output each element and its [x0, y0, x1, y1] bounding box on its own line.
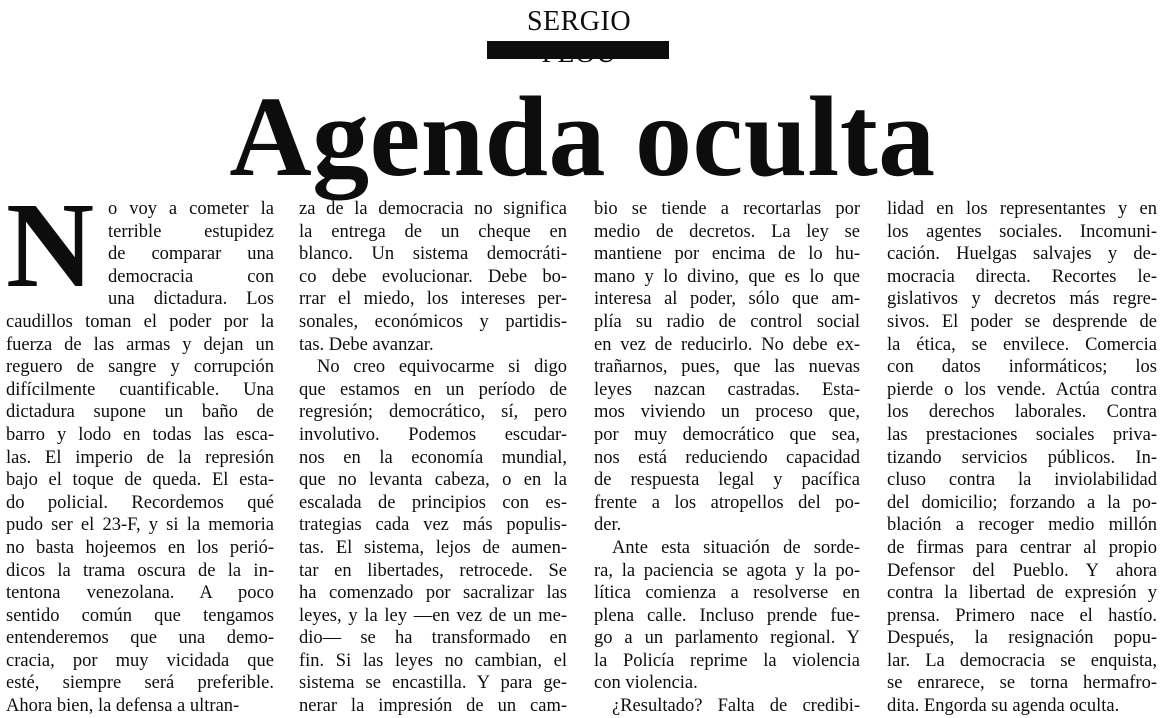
- text-line: reguero de sangre y corrupción: [6, 357, 274, 378]
- text-line: Ante esta situación de sorde-: [612, 537, 860, 558]
- text-line: mocracia directa. Recortes le-: [887, 266, 1157, 287]
- text-line: lidad en los representantes y en: [887, 199, 1157, 219]
- text-line: se enrarece, se torna hermafro-: [887, 673, 1157, 694]
- text-line: las prestaciones sociales priva-: [887, 424, 1157, 445]
- text-line: der.: [594, 515, 622, 536]
- text-line: trañarnos, pues, que las nuevas: [594, 357, 860, 378]
- text-line: za de la democracia no significa: [299, 199, 567, 219]
- text-line: mano y lo divino, que es lo que: [594, 266, 860, 287]
- text-line: leyes, y la ley —en vez de un me-: [299, 605, 567, 626]
- text-line: terrible estupidez: [108, 221, 274, 242]
- text-line: una dictadura. Los: [108, 289, 274, 310]
- text-line: mos viviendo un proceso que,: [594, 402, 860, 423]
- text-line: dicos la trama oscura de la in-: [6, 560, 274, 581]
- text-line: prensa. Primero nace el hastío.: [887, 605, 1157, 626]
- text-line: cación. Huelgas salvajes y de-: [887, 244, 1157, 265]
- text-line: tizando servicios públicos. In-: [887, 447, 1157, 468]
- text-line: plena calle. Incluso prende fue-: [594, 605, 860, 626]
- text-line: democracia con: [108, 266, 274, 287]
- text-line: los agentes sociales. Incomuni-: [887, 221, 1157, 242]
- text-line: No creo equivocarme si digo: [317, 357, 567, 378]
- text-line: las. El imperio de la represión: [6, 447, 274, 468]
- column-2: [299, 198, 567, 718]
- text-line: sistema se encastilla. Y para ge-: [299, 673, 567, 694]
- text-line: con violencia.: [594, 673, 698, 694]
- text-line: interesa al poder, sólo que am-: [594, 289, 860, 310]
- text-line: rrar el miedo, los intereses per-: [299, 289, 567, 310]
- text-line: de firmas para centrar al propio: [887, 537, 1157, 558]
- text-line: involutivo. Podemos escudar-: [299, 424, 567, 445]
- author-byline: SERGIO: [526, 6, 632, 37]
- text-line: o voy a cometer la: [108, 199, 274, 219]
- text-line: lar. La democracia se enquista,: [887, 650, 1157, 671]
- text-line: con datos informáticos; los: [887, 357, 1157, 378]
- text-line: por muy democrático que sea,: [594, 424, 860, 445]
- text-line: Defensor del Pueblo. Y ahora: [887, 560, 1157, 581]
- text-line: sivos. El poder se desprende de: [887, 311, 1157, 332]
- text-line: go a un parlamento regional. Y: [594, 628, 860, 649]
- text-line: plía su radio de control social: [594, 311, 860, 332]
- text-line: dita. Engorda su agenda oculta.: [887, 696, 1120, 717]
- drop-cap: N: [6, 178, 95, 313]
- text-line: bajo el toque de queda. El esta-: [6, 470, 274, 491]
- text-line: frente a los atropellos del po-: [594, 492, 860, 513]
- text-line: do policial. Recordemos qué: [6, 492, 274, 513]
- text-line: dictadura supone un baño de: [6, 402, 274, 423]
- text-line: los derechos laborales. Contra: [887, 402, 1157, 423]
- text-line: caudillos toman el poder por la: [6, 311, 274, 332]
- author-rule: [487, 41, 669, 59]
- text-line: Después, la resignación popu-: [887, 628, 1157, 649]
- text-line: nos está reduciendo capacidad: [594, 447, 860, 468]
- text-line: medio de decretos. La ley se: [594, 221, 860, 242]
- text-line: de respuesta legal y pacífica: [594, 470, 860, 491]
- text-line: blanco. Un sistema democráti-: [299, 244, 567, 265]
- text-line: cracia, por muy vicidada que: [6, 650, 274, 671]
- text-line: Ahora bien, la defensa a ultran-: [6, 696, 240, 717]
- text-line: que estamos en un período de: [299, 379, 567, 400]
- text-line: mantiene por encima de lo hu-: [594, 244, 860, 265]
- text-line: blación a recoger medio millón: [887, 515, 1157, 536]
- text-line: ¿Resultado? Falta de credibi-: [612, 696, 860, 717]
- text-line: en vez de reducirlo. No debe ex-: [594, 334, 860, 355]
- text-line: tas. Debe avanzar.: [299, 334, 434, 355]
- headline: Agenda oculta: [229, 73, 936, 200]
- text-line: la ética, se envilece. Comercia: [887, 334, 1157, 355]
- text-line: tentona venezolana. A poco: [6, 583, 274, 604]
- column-3: [594, 198, 860, 718]
- text-line: cluso contra la inviolabilidad: [887, 470, 1157, 491]
- text-line: ra, la paciencia se agota y la po-: [594, 560, 860, 581]
- text-line: fin. Si las leyes no cambian, el: [299, 650, 567, 671]
- text-line: esté, siempre será preferible.: [6, 673, 274, 694]
- text-line: la entrega de un cheque en: [299, 221, 567, 242]
- text-line: pudo ser el 23-F, y si la memoria: [6, 515, 274, 536]
- text-line: sentido común que tengamos: [6, 605, 274, 626]
- text-line: tas. El sistema, lejos de aumen-: [299, 537, 567, 558]
- text-line: no basta hojeemos en los perió-: [6, 537, 274, 558]
- text-line: ha comenzado por sacralizar las: [299, 583, 567, 604]
- text-line: trategias cada vez más populis-: [299, 515, 567, 536]
- text-line: nos en la economía mundial,: [299, 447, 567, 468]
- text-line: que no levanta cabeza, o en la: [299, 470, 567, 491]
- text-line: pierde o los vende. Actúa contra: [887, 379, 1157, 400]
- text-line: barro y lodo en todas las esca-: [6, 424, 274, 445]
- text-line: entenderemos que una demo-: [6, 628, 274, 649]
- text-line: difícilmente cuantificable. Una: [6, 379, 274, 400]
- text-line: tar en libertades, retrocede. Se: [299, 560, 567, 581]
- text-line: leyes nazcan castradas. Esta-: [594, 379, 860, 400]
- text-line: contra la libertad de expresión y: [887, 583, 1157, 604]
- text-line: co debe evolucionar. Debe bo-: [299, 266, 567, 287]
- column-4: [887, 198, 1157, 718]
- text-line: regresión; democrático, sí, pero: [299, 402, 567, 423]
- text-line: nerar la impresión de un cam-: [299, 696, 567, 717]
- column-1: [6, 178, 274, 718]
- text-line: bio se tiende a recortarlas por: [594, 199, 860, 219]
- text-line: gislativos y decretos más regre-: [887, 289, 1157, 310]
- text-line: de comparar una: [108, 244, 274, 265]
- text-line: del domicilio; forzando a la po-: [887, 492, 1157, 513]
- text-line: la Policía reprime la violencia: [594, 650, 860, 671]
- text-line: dio— se ha transformado en: [299, 628, 567, 649]
- text-line: lítica comienza a resolverse en: [594, 583, 860, 604]
- text-line: escalada de principios con es-: [299, 492, 567, 513]
- text-line: sonales, económicos y partidis-: [299, 311, 567, 332]
- text-line: fuerza de las armas y dejan un: [6, 334, 274, 355]
